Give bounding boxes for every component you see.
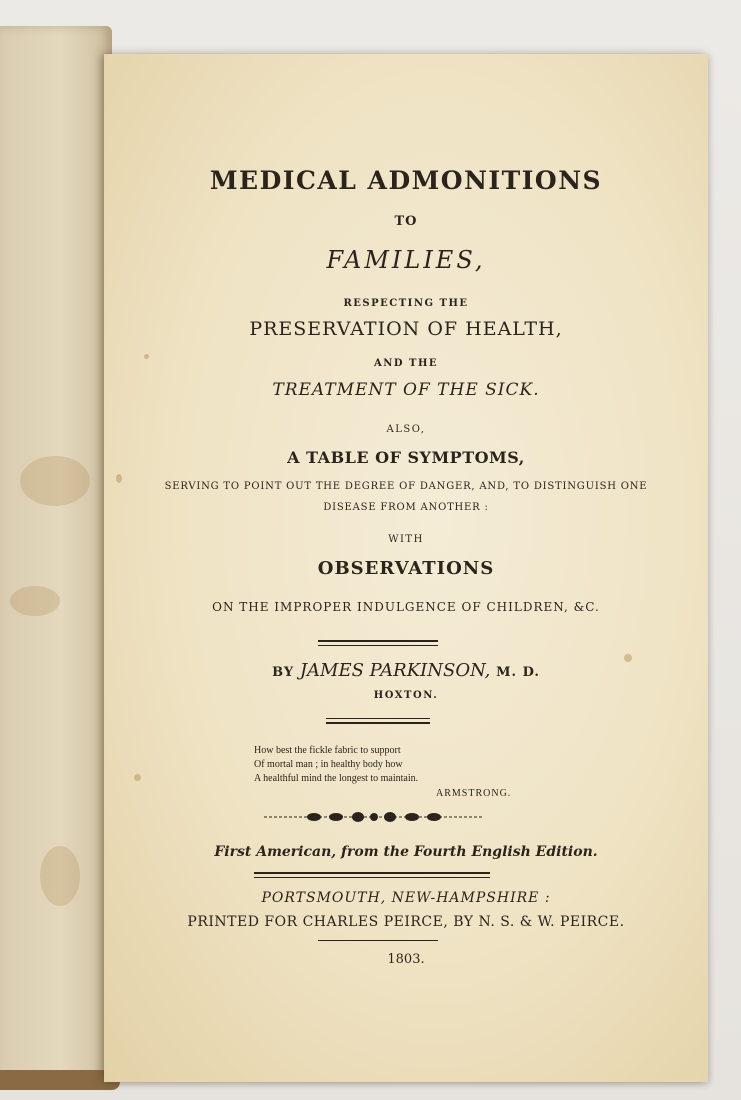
- title-line-11: DISEASE FROM ANOTHER :: [323, 502, 489, 513]
- divider-rule-2b: [326, 722, 430, 724]
- title-line-6: AND THE: [373, 358, 439, 369]
- author-degree: M. D.: [496, 665, 540, 680]
- title-line-12: WITH: [388, 534, 424, 545]
- imprint-printer: PRINTED FOR CHARLES PEIRCE, BY N. S. & W. PEIRCE.: [187, 914, 625, 930]
- title-line-4: RESPECTING THE: [343, 298, 469, 309]
- author-by: BY: [272, 665, 295, 680]
- title-line-1: MEDICAL ADMONITIONS: [209, 166, 603, 195]
- epigraph-line: Of mortal man ; in healthy body how: [254, 759, 403, 770]
- divider-rule-2: [326, 718, 430, 719]
- title-line-5: PRESERVATION OF HEALTH,: [249, 318, 563, 340]
- title-line-3: FAMILIES,: [326, 246, 486, 274]
- epigraph: [254, 744, 418, 786]
- divider-rule-4: [318, 940, 438, 941]
- title-line-8: ALSO,: [386, 424, 426, 435]
- epigraph-line: How best the fickle fabric to support: [254, 745, 401, 756]
- divider-rule-1b: [318, 645, 438, 646]
- author-name: JAMES PARKINSON,: [299, 660, 491, 681]
- edition-line: First American, from the Fourth English Edition.: [214, 844, 598, 860]
- title-line-9: A TABLE OF SYMPTOMS,: [287, 448, 525, 467]
- divider-rule-3b: [254, 877, 490, 878]
- author-line: [104, 660, 708, 681]
- divider-rule-3: [254, 872, 490, 874]
- title-line-7: TREATMENT OF THE SICK.: [272, 380, 540, 400]
- book-cover-bottom: [0, 1070, 120, 1090]
- title-page: [104, 54, 708, 1082]
- title-line-13: OBSERVATIONS: [317, 558, 495, 579]
- title-line-10: SERVING TO POINT OUT THE DEGREE OF DANGER, AND, TO DISTINGUISH ONE: [164, 481, 648, 492]
- title-line-14: ON THE IMPROPER INDULGENCE OF CHILDREN, &C.: [212, 600, 600, 614]
- ornament-divider: [264, 810, 484, 824]
- publication-year: 1803.: [387, 952, 425, 967]
- epigraph-author: ARMSTRONG.: [436, 788, 512, 799]
- imprint-place: PORTSMOUTH, NEW-HAMPSHIRE :: [261, 890, 551, 906]
- title-line-2: TO: [394, 214, 418, 229]
- open-book: [0, 22, 716, 1082]
- epigraph-line: A healthful mind the longest to maintain.: [254, 773, 419, 784]
- divider-rule-1: [318, 640, 438, 642]
- author-place: HOXTON.: [373, 690, 439, 701]
- book-cover-edge: [0, 26, 112, 1084]
